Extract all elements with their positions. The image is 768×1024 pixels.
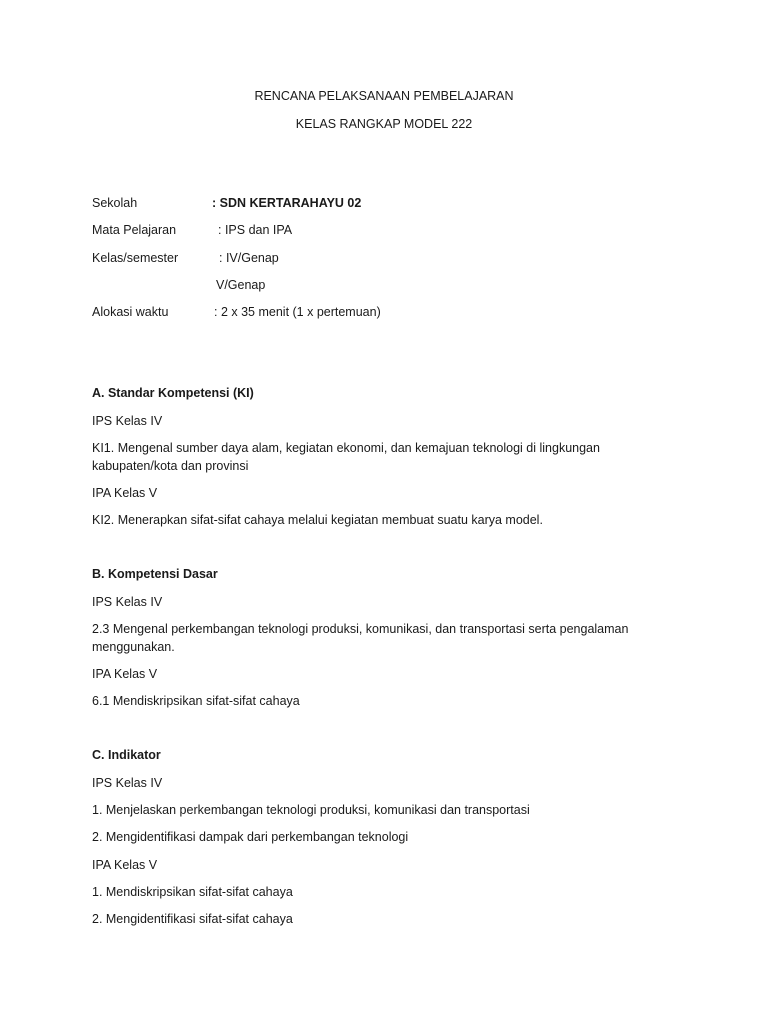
section-b-ipa-label: IPA Kelas V — [92, 667, 158, 681]
section-a-heading: A. Standar Kompetensi (KI) — [92, 386, 254, 400]
section-a-ips-text: KI1. Mengenal sumber daya alam, kegiatan ekonomi, dan kemajuan teknologi di lingkungan kabupaten/kota dan provinsi — [92, 441, 600, 473]
school-label: Sekolah — [92, 196, 138, 210]
list-item: 1. Menjelaskan perkembangan teknologi produksi, komunikasi dan transportasi — [92, 803, 530, 817]
section-a-ips-label: IPS Kelas IV — [92, 414, 163, 428]
section-c-heading: C. Indikator — [92, 748, 161, 762]
section-a-ipa-text: KI2. Menerapkan sifat-sifat cahaya melalui kegiatan membuat suatu karya model. — [92, 513, 543, 527]
list-item: 1. Mendiskripsikan sifat-sifat cahaya — [92, 885, 293, 899]
class-value: : IV/Genap — [219, 251, 279, 265]
section-b-ips-text: 2.3 Mengenal perkembangan teknologi produksi, komunikasi, dan transportasi serta pengalaman menggunakan. — [92, 622, 629, 654]
section-b-ipa-text: 6.1 Mendiskripsikan sifat-sifat cahaya — [92, 694, 300, 708]
section-c-ips-label: IPS Kelas IV — [92, 776, 163, 790]
subject-value: : IPS dan IPA — [218, 223, 293, 237]
document-title: RENCANA PELAKSANAAN PEMBELAJARAN — [254, 89, 514, 103]
section-c-ipa-label: IPA Kelas V — [92, 858, 158, 872]
list-item: 2. Mengidentifikasi sifat-sifat cahaya — [92, 912, 293, 926]
section-b-ips-label: IPS Kelas IV — [92, 595, 163, 609]
school-value: : SDN KERTARAHAYU 02 — [212, 196, 362, 210]
document-subtitle: KELAS RANGKAP MODEL 222 — [295, 117, 473, 131]
section-b-heading: B. Kompetensi Dasar — [92, 567, 218, 581]
class-value-secondary: V/Genap — [216, 278, 266, 292]
section-a-ipa-label: IPA Kelas V — [92, 486, 158, 500]
time-label: Alokasi waktu — [92, 305, 169, 319]
class-label: Kelas/semester — [92, 251, 179, 265]
time-value: : 2 x 35 menit (1 x pertemuan) — [214, 305, 381, 319]
list-item: 2. Mengidentifikasi dampak dari perkembangan teknologi — [92, 830, 409, 844]
subject-label: Mata Pelajaran — [92, 223, 177, 237]
